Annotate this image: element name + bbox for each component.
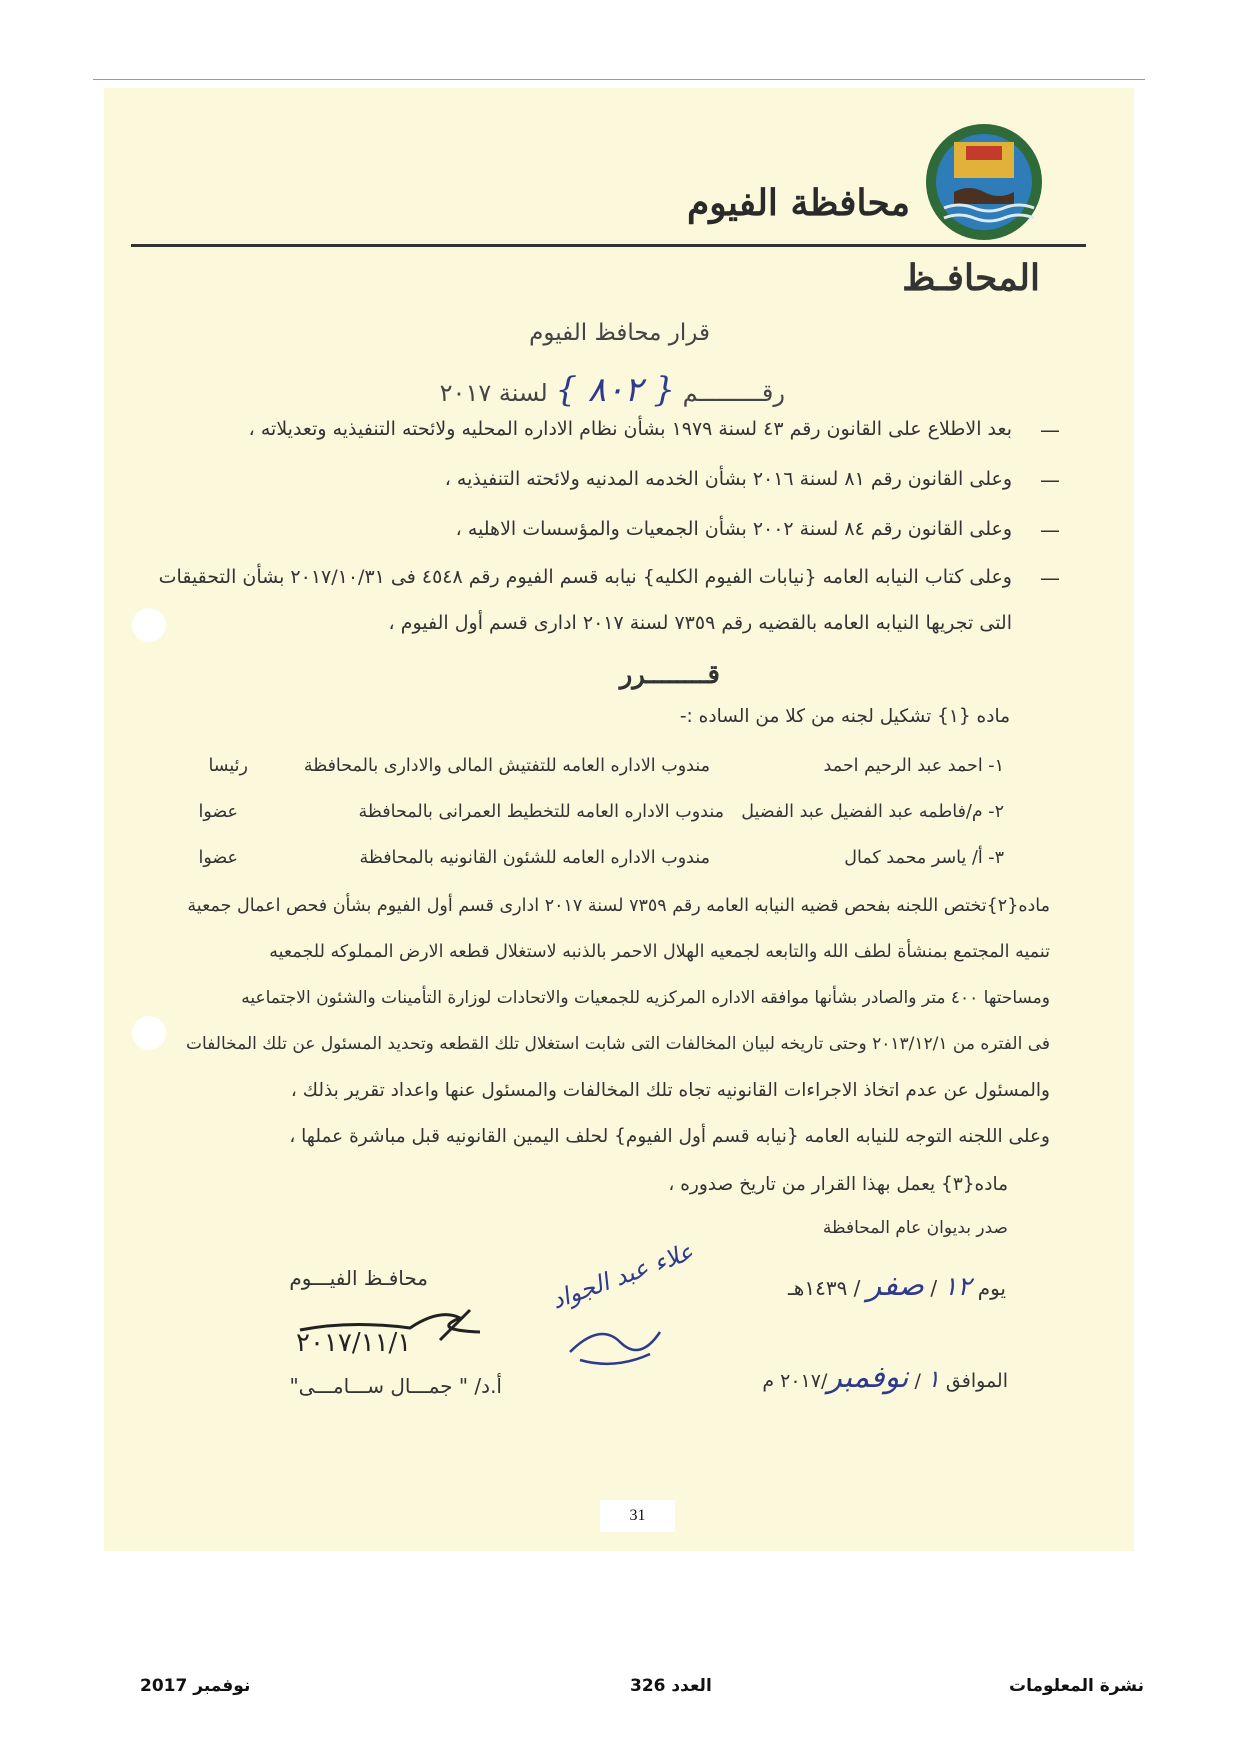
gregorian-day: ١ bbox=[926, 1365, 940, 1393]
article-2-line: ومساحتها ٤٠٠ متر والصادر بشأنها موافقه الاداره المركزيه للجمعيات والاتحادات لوزارة التأمينات والشئون الاجتماعيه bbox=[241, 988, 1050, 1008]
article-2-line: وعلى اللجنه التوجه للنيابه العامه {نيابه قسم أول الفيوم} لحلف اليمين القانونيه قبل مباشرة عملها ، bbox=[289, 1126, 1050, 1147]
header-divider bbox=[131, 244, 1086, 247]
gregorian-suffix: م bbox=[762, 1370, 775, 1392]
hijri-year: ١٤٣٩ bbox=[804, 1276, 848, 1300]
hijri-date: يوم ١٢ / صفر / ١٤٣٩هـ bbox=[787, 1268, 1006, 1303]
gregorian-prefix: الموافق bbox=[945, 1370, 1008, 1392]
signatory-handwritten-date: ٢٠١٧/١١/١ bbox=[296, 1328, 412, 1358]
article-1-intro: ماده {١} تشكيل لجنه من كلا من الساده :- bbox=[679, 706, 1010, 727]
footer-publication: نشرة المعلومات bbox=[1008, 1676, 1144, 1696]
preamble-clause: وعلى كتاب النيابه العامه {نيابات الفيوم الكليه} نيابه قسم الفيوم رقم ٤٥٤٨ فى ٢٠١٧/١٠/٣١ بشأن التحقيقات bbox=[158, 566, 1012, 588]
preamble-clause: وعلى القانون رقم ٨١ لسنة ٢٠١٦ بشأن الخدمه المدنيه ولائحته التنفيذيه ، bbox=[444, 468, 1012, 490]
number-label: رقـــــــــم bbox=[682, 379, 785, 407]
article-2-line: فى الفتره من ٢٠١٣/١٢/١ وحتى تاريخه لبيان المخالفات التى شابت استغلال تلك القطعه وتحديد المسئول عن تلك المخالفات bbox=[186, 1034, 1050, 1054]
governorate-name: محافظة الفيوم bbox=[687, 182, 910, 224]
hijri-month: صفر bbox=[866, 1268, 924, 1303]
preamble-clause: وعلى القانون رقم ٨٤ لسنة ٢٠٠٢ بشأن الجمعيات والمؤسسات الاهليه ، bbox=[455, 518, 1012, 540]
punch-hole bbox=[132, 608, 166, 642]
article-3: ماده{٣} يعمل بهذا القرار من تاريخ صدوره ، bbox=[668, 1174, 1008, 1195]
member-role: مندوب الاداره العامه للشئون القانونيه بالمحافظة bbox=[359, 848, 710, 868]
member-position: عضوا bbox=[198, 848, 238, 868]
article-2-line: ماده{٢}تختص اللجنه بفحص قضيه النيابه العامه رقم ٧٣٥٩ لسنة ٢٠١٧ ادارى قسم أول الفيوم بشأن فحص اعمال جمعية bbox=[187, 896, 1050, 916]
member-name: ١- احمد عبد الرحيم احمد bbox=[823, 756, 1004, 776]
bullet-dash: — bbox=[1040, 518, 1060, 542]
preamble-clause: بعد الاطلاع على القانون رقم ٤٣ لسنة ١٩٧٩ بشأن نظام الاداره المحليه ولائحته التنفيذيه وتعديلاته ، bbox=[248, 418, 1012, 440]
decision-title: قرار محافظ الفيوم bbox=[529, 320, 710, 346]
decided-heading: قــــــــرر bbox=[619, 660, 720, 690]
preamble-clause: التى تجريها النيابه العامه بالقضيه رقم ٧٣٥٩ لسنة ٢٠١٧ ادارى قسم أول الفيوم ، bbox=[388, 612, 1012, 634]
bullet-dash: — bbox=[1040, 468, 1060, 492]
member-position: رئيسا bbox=[208, 756, 248, 776]
signatory-name: أ.د/ " جمـــال ســـامـــى" bbox=[289, 1374, 502, 1398]
hijri-suffix: هـ bbox=[787, 1276, 805, 1300]
governor-title: المحافـظ bbox=[902, 257, 1040, 299]
gregorian-month: نوفمبر bbox=[827, 1360, 909, 1395]
decision-number bbox=[440, 370, 785, 410]
middle-signature-flourish-icon bbox=[560, 1312, 670, 1372]
gregorian-date: الموافق ١ / نوفمبر/٢٠١٧ م bbox=[762, 1360, 1008, 1395]
hijri-day: ١٢ bbox=[943, 1272, 972, 1302]
governorate-emblem-icon bbox=[924, 122, 1044, 242]
decision-year: لسنة ٢٠١٧ bbox=[439, 379, 548, 407]
footer-month-year: نوفمبر 2017 bbox=[140, 1676, 251, 1696]
hijri-prefix: يوم bbox=[977, 1276, 1006, 1300]
member-role: مندوب الاداره العامه للتفتيش المالى والادارى بالمحافظة bbox=[303, 756, 710, 776]
article-2-line: تنميه المجتمع بمنشأة لطف الله والتابعه لجمعيه الهلال الاحمر بالذنبه لاستغلال قطعه الارض المملوكه للجمعيه bbox=[269, 942, 1050, 962]
gregorian-year: ٢٠١٧ bbox=[780, 1370, 821, 1392]
bullet-dash: — bbox=[1040, 418, 1060, 442]
page-number: 31 bbox=[600, 1500, 675, 1532]
top-rule bbox=[93, 79, 1145, 80]
issued-at: صدر بديوان عام المحافظة bbox=[822, 1218, 1008, 1238]
member-name: ٣- أ/ ياسر محمد كمال bbox=[844, 848, 1004, 868]
middle-signature: علاء عبد الجواد bbox=[547, 1237, 697, 1315]
footer-issue: العدد 326 bbox=[630, 1676, 712, 1696]
member-position: عضوا bbox=[198, 802, 238, 822]
handwritten-number: { ٨٠٢ } bbox=[555, 370, 676, 410]
member-name: ٢- م/فاطمه عبد الفضيل عبد الفضيل bbox=[741, 802, 1004, 822]
bullet-dash: — bbox=[1040, 566, 1060, 590]
member-role: مندوب الاداره العامه للتخطيط العمرانى بالمحافظة bbox=[358, 802, 724, 822]
article-2-line: والمسئول عن عدم اتخاذ الاجراءات القانونيه تجاه تلك المخالفات والمسئول عنها واعداد تقرير بذلك ، bbox=[290, 1080, 1050, 1101]
signatory-title: محافـظ الفيـــوم bbox=[289, 1266, 428, 1290]
punch-hole bbox=[132, 1016, 166, 1050]
